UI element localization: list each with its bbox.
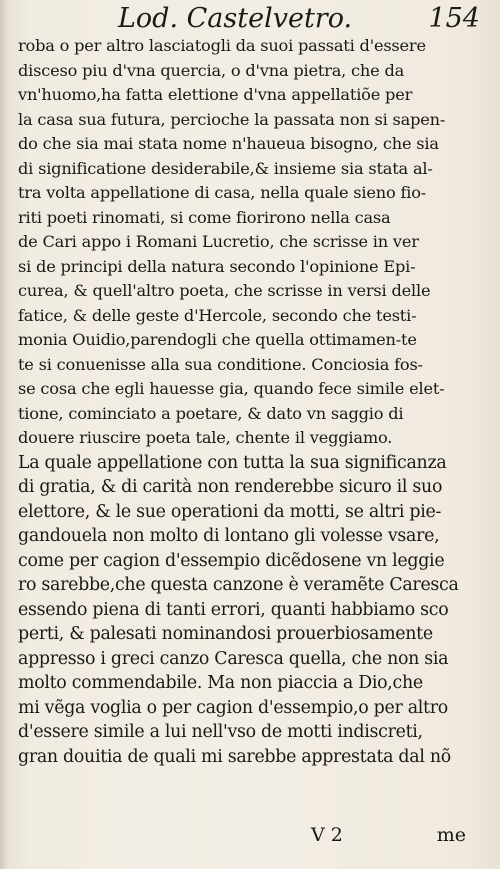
text-line: appresso i greci canzo Caresca quella, che non sia [18,648,449,669]
text-line: gandouela non molto di lontano gli volesse vsare, [18,526,440,546]
text-line: perti, & palesati nominandosi prouerbiosamente [18,624,433,644]
text-line: La quale appellatione con tutta la sua significanza [18,452,447,473]
text-line: come per cagion d'essempio dicẽdosene vn leggie [18,550,445,571]
text-line: di gratia, & di carità non renderebbe sicuro il suo [18,477,443,497]
catchword: me [436,824,466,846]
binding-shadow [0,0,8,869]
text-line: se cosa che egli hauesse gia, quando fece simile elet- [18,379,445,398]
text-line: di significatione desiderabile,& insieme sia stata al- [18,158,433,178]
text-line: si de principi della natura secondo l'opinione Epi- [18,256,416,276]
text-line: tione, cominciato a poetare, & dato vn saggio di [18,403,404,423]
text-line: ro sarebbe,che questa canzone è veramẽte Caresca [18,575,459,595]
page-header [0,2,500,36]
text-line: riti poeti rinomati, si come fiorirono nella casa [18,207,391,227]
text-line: d'essere simile a lui nell'vso de motti indiscreti, [18,722,423,742]
page-number: 154 [428,3,480,34]
text-line: disceso piu d'vna quercia, o d'vna pietra, che da [18,60,405,80]
text-line: molto commendabile. Ma non piaccia a Dio,che [18,673,423,693]
signature-mark: V 2 [311,824,343,846]
running-title: Lod. Castelvetro. [118,3,353,34]
text-line: te si conuenisse alla sua conditione. Conciosia fos- [18,354,423,374]
text-line: tra volta appellatione di casa, nella quale sieno fio- [18,183,427,202]
text-line: roba o per altro lasciatogli da suoi passati d'essere [18,36,426,55]
text-line: elettore, & le sue operationi da motti, se altri pie- [18,501,442,522]
text-line: mi vẽga voglia o per cagion d'essempio,o per altro [18,697,448,718]
text-line: vn'huomo,ha fatta elettione d'vna appellatiõe per [18,85,413,104]
body-text [18,34,480,769]
text-line: la casa sua futura, percioche la passata non si sapen- [18,109,446,129]
text-line: curea, & quell'altro poeta, che scrisse in versi delle [18,281,431,300]
text-line: fatice, & delle geste d'Hercole, secondo che testi- [18,305,417,325]
text-line: douere riuscire poeta tale, chente il veggiamo. [18,428,393,447]
text-line: de Cari appo i Romani Lucretio, che scrisse in ver [18,232,419,251]
page-footer [0,820,500,854]
text-line: essendo piena di tanti errori, quanti habbiamo sco [18,599,449,620]
text-line: gran douitia de quali mi sarebbe apprestata dal nõ [18,746,451,767]
text-line: do che sia mai stata nome n'haueua bisogno, che sia [18,134,439,153]
text-line: monia Ouidio,parendogli che quella ottimamen-te [18,330,417,349]
